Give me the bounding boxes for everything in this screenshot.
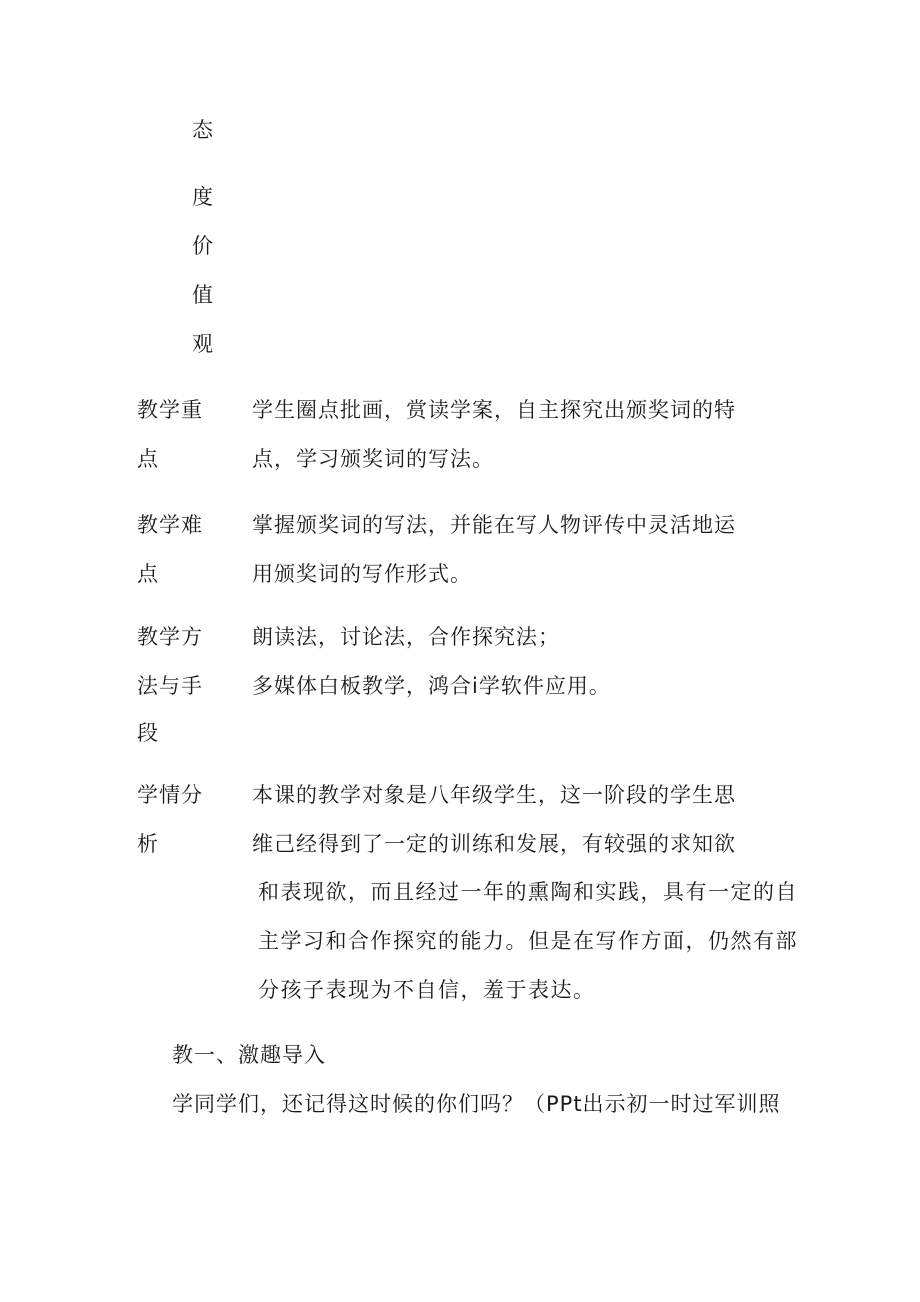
row-label: 法与手: [137, 674, 203, 698]
label-char: 观: [192, 332, 214, 356]
row-content-line: 主学习和合作探究的能力。但是在写作方面，仍然有部: [258, 929, 798, 953]
row-content-line: 维己经得到了一定的训练和发展，有较强的求知欲: [252, 832, 736, 856]
row-content-line: 本课的教学对象是八年级学生，这一阶段的学生思: [252, 783, 736, 807]
row-content-line: 点，学习颁奖词的写法。: [252, 447, 494, 471]
row-content-line: 多媒体白板教学，鸿合i学软件应用。: [252, 674, 611, 698]
row-content-line: 和表现欲，而且经过一年的熏陶和实践，具有一定的自: [258, 880, 798, 904]
body-paragraph: 学同学们，还记得这时候的你们吗？（PPt出示初一时过军训照: [172, 1092, 781, 1116]
label-char: 价: [192, 234, 214, 258]
row-label: 段: [137, 721, 159, 745]
label-char: 度: [192, 185, 214, 209]
section-heading: 教一、激趣导入: [172, 1043, 326, 1067]
row-label: 教学方: [137, 625, 203, 649]
row-label: 教学难: [137, 513, 203, 537]
row-label: 学情分: [137, 783, 203, 807]
row-label: 点: [137, 562, 159, 586]
row-label: 析: [137, 832, 159, 856]
row-content-line: 掌握颁奖词的写法，并能在写人物评传中灵活地运: [252, 513, 736, 537]
row-content-line: 用颁奖词的写作形式。: [252, 562, 472, 586]
label-char: 值: [192, 283, 214, 307]
label-char: 态: [192, 118, 214, 142]
row-content-line: 朗读法，讨论法，合作探究法；: [252, 625, 560, 649]
row-label: 教学重: [137, 398, 203, 422]
row-content-line: 学生圈点批画，赏读学案，自主探究出颁奖词的特: [252, 398, 736, 422]
row-label: 点: [137, 447, 159, 471]
row-content-line: 分孩子表现为不自信，羞于表达。: [258, 978, 596, 1002]
